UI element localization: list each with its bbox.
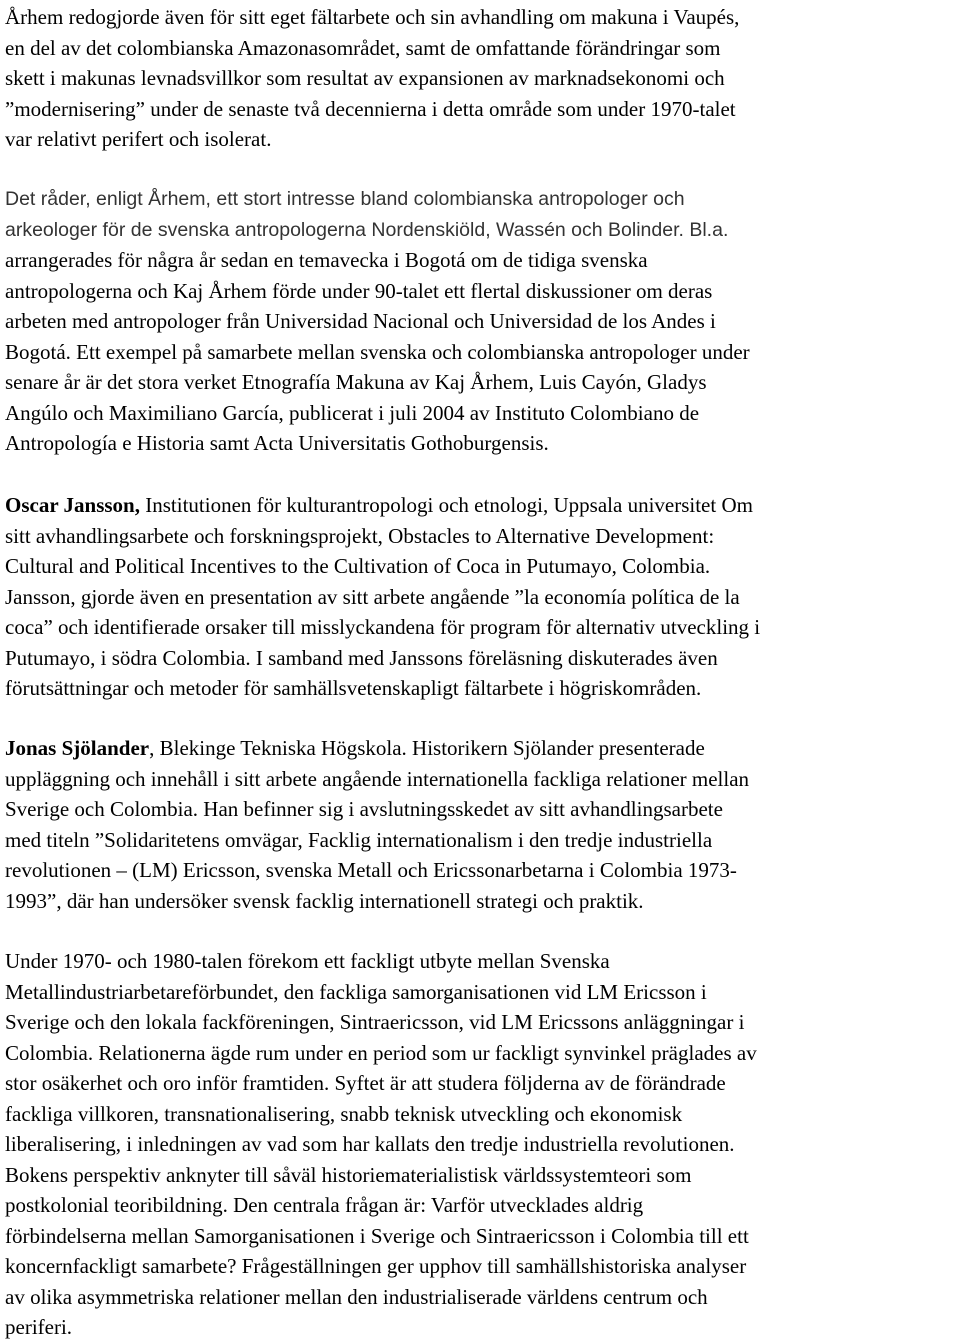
text-line: Cultural and Political Incentives to the Cultivation of Coca in Putumayo, Colombia. <box>5 554 711 578</box>
text-line: uppläggning och innehåll i sitt arbete angående internationella fackliga relationer mellan <box>5 766 750 791</box>
paragraph-union-exchange <box>5 946 955 1343</box>
text-line: koncernfackligt samarbete? Frågeställningen ger upphov till samhällshistoriska analyser <box>5 1254 747 1278</box>
text-line: Putumayo, i södra Colombia. I samband med Janssons föreläsning diskuterades även <box>5 645 718 670</box>
text-line: periferi. <box>5 1315 73 1339</box>
text-line: liberalisering, i inledningen av vad som har kallats den tredje industriella revolutionen. <box>5 1132 735 1156</box>
speaker-name: Oscar Jansson, <box>5 493 140 517</box>
text-line: fackliga villkoren, transnationalisering, snabb teknisk utveckling och ekonomisk <box>5 1101 683 1126</box>
text-line: sitt avhandlingsarbete och forskningsprojekt, Obstacles to Alternative Development: <box>5 523 715 548</box>
text-line: Det råder, enligt Århem, ett stort intresse bland colombianska antropologer och <box>5 188 685 210</box>
text-span: Institutionen för kulturantropologi och etnologi, Uppsala universitet Om <box>139 493 753 517</box>
text-line: var relativt perifert och isolerat. <box>5 127 272 151</box>
text-line: senare år är det stora verket Etnografía Makuna av Kaj Århem, Luis Cayón, Gladys <box>5 370 707 394</box>
text-line: Bokens perspektiv anknyter till såväl historiematerialistisk världssystemteori som <box>5 1162 692 1187</box>
text-line: stor osäkerhet och oro inför framtiden. Syftet är att studera följderna av de förändrade <box>5 1071 726 1095</box>
text-line: Århem redogjorde även för sitt eget fältarbete och sin avhandling om makuna i Vaupés, <box>5 5 740 29</box>
text-line: en del av det colombianska Amazonasområdet, samt de omfattande förändringar som <box>5 35 721 60</box>
text-line: Colombia. Relationerna ägde rum under en period som ur fackligt synvinkel präglades av <box>5 1040 757 1065</box>
text-line: arrangerades för några år sedan en temavecka i Bogotá om de tidiga svenska <box>5 248 648 272</box>
text-line: 1993”, där han undersöker svensk facklig internationell strategi och praktik. <box>5 888 644 913</box>
text-line: arkeologer för de svenska antropologerna Nordenskiöld, Wassén och Bolinder. Bl.a. <box>5 218 729 241</box>
text-line: Jansson, gjorde även en presentation av sitt arbete angående ”la economía política de la <box>5 584 740 609</box>
text-line <box>5 490 955 521</box>
text-line: Bogotá. Ett exempel på samarbete mellan svenska och colombianska antropologer under <box>5 339 750 364</box>
text-line: revolutionen – (LM) Ericsson, svenska Metall och Ericssonarbetarna i Colombia 1973- <box>5 858 737 882</box>
text-line: Sverige och Colombia. Han befinner sig i avslutningsskedet av sitt avhandlingsarbete <box>5 797 723 821</box>
paragraph-jonas-sjolander <box>5 733 955 916</box>
text-line: Under 1970- och 1980-talen förekom ett fackligt utbyte mellan Svenska <box>5 949 610 973</box>
text-line <box>5 733 955 764</box>
text-line: postkolonial teoribildning. Den centrala frågan är: Varför utvecklades aldrig <box>5 1193 644 1217</box>
text-line: förutsättningar och metoder för samhällsvetenskapligt fältarbete i högriskområden. <box>5 676 702 700</box>
paragraph-arhem-fieldwork <box>5 2 955 155</box>
text-line: förbindelserna mellan Samorganisationen i Sverige och Sintraericsson i Colombia till ett <box>5 1223 749 1248</box>
text-line: coca” och identifierade orsaker till misslyckandena för program för alternativ utveckling i <box>5 615 761 639</box>
text-line: antropologerna och Kaj Århem förde under 90-talet ett flertal diskussioner om deras <box>5 278 713 303</box>
text-line: Metallindustriarbetareförbundet, den fackliga samorganisationen vid LM Ericsson i <box>5 979 707 1004</box>
text-line: ”modernisering” under de senaste två decennierna i detta område som under 1970-talet <box>5 96 736 121</box>
text-line: av olika asymmetriska relationer mellan den industrialiserade världens centrum och <box>5 1284 708 1309</box>
text-line: skett i makunas levnadsvillkor som resultat av expansionen av marknadsekonomi och <box>5 66 725 90</box>
speaker-name: Jonas Sjölander <box>5 736 150 760</box>
text-span: , Blekinge Tekniska Högskola. Historikern Sjölander presenterade <box>149 736 705 760</box>
text-line: Antropología e Historia samt Acta Universitatis Gothoburgensis. <box>5 431 549 455</box>
paragraph-oscar-jansson <box>5 490 955 704</box>
paragraph-colombian-interest <box>5 184 955 459</box>
text-line: med titeln ”Solidaritetens omvägar, Facklig internationalism i den tredje industriella <box>5 827 713 852</box>
text-line: Angúlo och Maximiliano García, publicerat i juli 2004 av Instituto Colombiano de <box>5 400 700 425</box>
text-line: arbeten med antropologer från Universidad Nacional och Universidad de los Andes i <box>5 309 716 333</box>
text-line: Sverige och den lokala fackföreningen, Sintraericsson, vid LM Ericssons anläggningar i <box>5 1010 745 1034</box>
